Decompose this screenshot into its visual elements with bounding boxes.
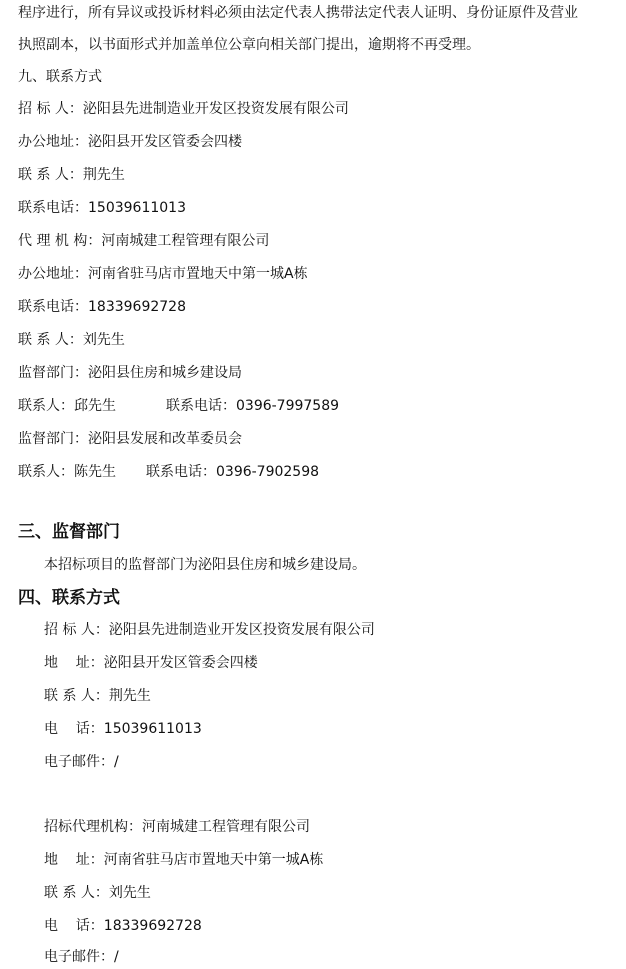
tenderer-phone-line: 联系电话：15039611013 xyxy=(18,200,186,216)
supervisor-1-line: 监督部门：泌阳县住房和城乡建设局 xyxy=(18,365,242,381)
section-3-body: 本招标项目的监督部门为泌阳县住房和城乡建设局。 xyxy=(44,557,366,573)
supervisor-1-contact: 联系人：邱先生 xyxy=(18,398,116,414)
section-3-title: 三、监督部门 xyxy=(18,522,120,542)
s4-agency-email-line: 电子邮件：/ xyxy=(44,949,119,965)
tenderer-contact-line: 联 系 人：荆先生 xyxy=(18,167,125,183)
supervisor-2-phone: 联系电话：0396-7902598 xyxy=(146,464,320,480)
section-4-title: 四、联系方式 xyxy=(18,588,120,608)
s4-tenderer-line: 招 标 人：泌阳县先进制造业开发区投资发展有限公司 xyxy=(44,622,375,638)
tenderer-address-line: 办公地址：泌阳县开发区管委会四楼 xyxy=(18,134,242,150)
notice-paragraph-line-1: 程序进行，所有异议或投诉材料必须由法定代表人携带法定代表人证明、身份证原件及营业 xyxy=(18,5,578,21)
agency-address-line: 办公地址：河南省驻马店市置地天中第一城A栋 xyxy=(18,266,308,282)
tenderer-line: 招 标 人：泌阳县先进制造业开发区投资发展有限公司 xyxy=(18,101,349,117)
s4-tenderer-contact-line: 联 系 人：荆先生 xyxy=(44,688,151,704)
supervisor-2-contact: 联系人：陈先生 xyxy=(18,464,116,480)
s4-tenderer-phone-line: 电 话：15039611013 xyxy=(44,721,202,737)
supervisor-2-line: 监督部门：泌阳县发展和改革委员会 xyxy=(18,431,242,447)
s4-agency-address-line: 地 址：河南省驻马店市置地天中第一城A栋 xyxy=(44,852,324,868)
agency-contact-line: 联 系 人：刘先生 xyxy=(18,332,125,348)
supervisor-2-contact-row xyxy=(18,463,319,481)
s4-agency-contact-line: 联 系 人：刘先生 xyxy=(44,885,151,901)
s4-tenderer-email-line: 电子邮件：/ xyxy=(44,754,119,770)
section-9-title: 九、联系方式 xyxy=(18,69,102,85)
agency-phone-line: 联系电话：18339692728 xyxy=(18,299,186,315)
s4-agency-phone-line: 电 话：18339692728 xyxy=(44,918,202,934)
agency-line: 代 理 机 构：河南城建工程管理有限公司 xyxy=(18,233,270,249)
notice-paragraph-line-2: 执照副本，以书面形式并加盖单位公章向相关部门提出，逾期将不再受理。 xyxy=(18,37,480,53)
supervisor-1-phone: 联系电话：0396-7997589 xyxy=(166,398,340,414)
s4-agency-line: 招标代理机构：河南城建工程管理有限公司 xyxy=(44,819,310,835)
s4-tenderer-address-line: 地 址：泌阳县开发区管委会四楼 xyxy=(44,655,258,671)
supervisor-1-contact-row xyxy=(18,397,339,415)
